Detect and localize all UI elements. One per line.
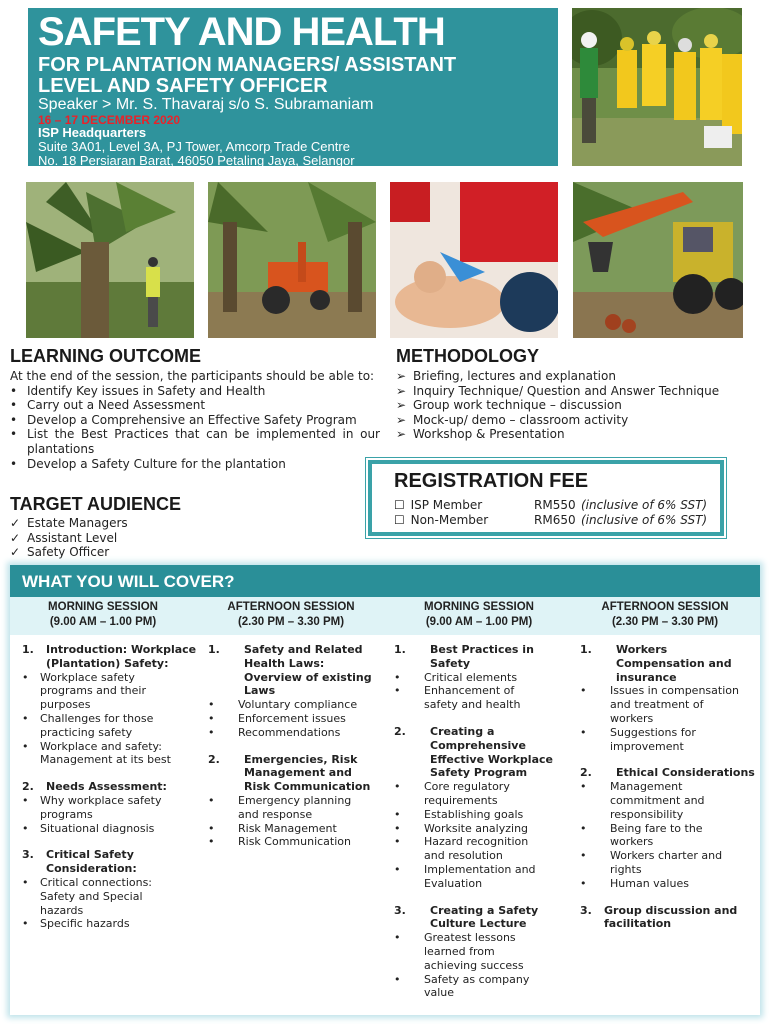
fee-row-member: ☐ ISP Member RM550 (inclusive of 6% SST): [394, 498, 708, 512]
topic-heading: 3. Group discussion and facilitation: [580, 903, 738, 931]
checkbox-icon: ☐: [394, 498, 405, 512]
list-item: • Worksite analyzing: [394, 821, 529, 835]
topic-heading: 2. Creating a Comprehensive Effective Workplace Safety Program: [394, 724, 553, 780]
address-line-1: Suite 3A01, Level 3A, PJ Tower, Amcorp Trade Centre: [38, 139, 350, 154]
arrow-bullet-icon: ➢: [396, 412, 407, 427]
list-item: • Workplace safety programs and their purposes: [22, 670, 147, 712]
topic-heading: 2. Emergencies, Risk Management and Risk Communication: [208, 752, 371, 794]
learning-outcome-list: [10, 384, 380, 472]
list-item: • Emergency planning and response: [208, 793, 352, 821]
list-item: • Specific hazards: [22, 917, 130, 931]
registration-heading: REGISTRATION FEE: [394, 470, 589, 492]
learning-outcome-heading: LEARNING OUTCOME: [10, 346, 201, 366]
cover-column-1: [22, 643, 202, 931]
session-header: MORNING SESSION (9.00 AM – 1.00 PM): [424, 601, 534, 628]
list-item: • Risk Communication: [208, 835, 351, 849]
list-item: • Being fare to the workers: [580, 821, 703, 849]
photo-excavator: [573, 182, 743, 338]
cover-column-2: [208, 643, 388, 849]
list-item: • Hazard recognition and resolution: [394, 835, 529, 863]
speaker: Speaker > Mr. S. Thavaraj s/o S. Subramaniam: [38, 96, 374, 113]
arrow-bullet-icon: ➢: [396, 383, 407, 398]
session-header: AFTERNOON SESSION (2.30 PM – 3.30 PM): [601, 601, 729, 628]
event-date: 16 – 17 DECEMBER 2020: [38, 113, 181, 127]
list-item: • Enhancement of safety and health: [394, 684, 521, 712]
header-banner: [28, 8, 558, 166]
topic-heading: 3. Creating a Safety Culture Lecture: [394, 903, 539, 931]
list-item: ✓ Assistant Level: [10, 530, 118, 545]
cover-column-4: [580, 643, 758, 931]
arrow-bullet-icon: ➢: [396, 398, 407, 413]
session-header-row: [10, 597, 760, 635]
methodology-heading: METHODOLOGY: [396, 346, 539, 366]
cover-heading: WHAT YOU WILL COVER?: [10, 565, 760, 597]
session-header: AFTERNOON SESSION (2.30 PM – 3.30 PM): [227, 601, 355, 628]
list-item: • Develop a Comprehensive an Effective Safety Program: [10, 412, 357, 427]
photo-palm-harvester: [26, 182, 194, 338]
list-item: ➢ Group work technique – discussion: [396, 398, 622, 413]
check-icon: ✓: [10, 545, 21, 560]
list-item: • List the Best Practices that can be implemented in our plantations: [10, 427, 380, 456]
registration-fee-box: [368, 460, 724, 536]
list-item: ➢ Mock-up/ demo – classroom activity: [396, 412, 629, 427]
checkbox-icon: ☐: [394, 513, 405, 527]
topic-heading: 1. Workers Compensation and insurance: [580, 643, 732, 684]
list-item: • Voluntary compliance: [208, 698, 358, 712]
cover-column-3: [394, 643, 572, 1000]
list-item: • Suggestions for improvement: [580, 725, 696, 753]
list-item: • Establishing goals: [394, 807, 524, 821]
topic-heading: 2. Needs Assessment:: [22, 780, 167, 794]
page-title: SAFETY AND HEALTH: [38, 10, 445, 54]
list-item: • Situational diagnosis: [22, 821, 155, 835]
list-item: ✓ Estate Managers: [10, 516, 128, 530]
photo-tractor-plantation: [208, 182, 376, 338]
list-item: • Critical elements: [394, 670, 518, 684]
cover-section: [10, 565, 760, 1015]
target-audience-heading: TARGET AUDIENCE: [10, 494, 181, 514]
methodology-list: [396, 369, 761, 442]
topic-heading: 1. Best Practices in Safety: [394, 643, 534, 670]
topic-heading: 1. Safety and Related Health Laws: Overview of existing Laws: [208, 643, 372, 698]
list-item: ➢ Briefing, lectures and explanation: [396, 369, 616, 383]
fee-row-non-member: ☐ Non-Member RM650 (inclusive of 6% SST): [394, 513, 708, 527]
list-item: • Human values: [580, 876, 689, 890]
check-icon: ✓: [10, 516, 21, 530]
check-icon: ✓: [10, 530, 21, 545]
list-item: ➢ Workshop & Presentation: [396, 427, 565, 442]
list-item: • Workplace and safety: Management at its best: [22, 739, 171, 767]
list-item: • Enforcement issues: [208, 711, 346, 725]
topic-heading: 1. Introduction: Workplace (Plantation) Safety:: [22, 643, 197, 670]
target-audience-list: [10, 516, 360, 560]
arrow-bullet-icon: ➢: [396, 427, 407, 442]
topic-heading: 3. Critical Safety Consideration:: [22, 848, 137, 876]
address-line-2: No. 18 Persiaran Barat, 46050 Petaling Jaya, Selangor: [38, 153, 355, 168]
list-item: • Issues in compensation and treatment of workers: [580, 684, 739, 725]
venue: ISP Headquarters: [38, 125, 147, 140]
list-item: • Recommendations: [208, 725, 341, 739]
list-item: • Carry out a Need Assessment: [10, 398, 206, 413]
list-item: • Develop a Safety Culture for the plantation: [10, 456, 286, 471]
session-header: MORNING SESSION (9.00 AM – 1.00 PM): [48, 601, 158, 628]
list-item: • Critical connections: Safety and Special hazards: [22, 875, 153, 917]
list-item: • Identify Key issues in Safety and Health: [10, 383, 266, 398]
list-item: • Implementation and Evaluation: [394, 862, 536, 890]
list-item: • Greatest lessons learned from achieving success: [394, 931, 524, 972]
list-item: • Safety as company value: [394, 972, 530, 1000]
topic-heading: 2. Ethical Considerations: [580, 766, 755, 780]
subtitle-line-2: LEVEL AND SAFETY OFFICER: [38, 75, 328, 97]
learning-outcome-intro: At the end of the session, the participants should be able to:: [10, 369, 375, 383]
list-item: ➢ Inquiry Technique/ Question and Answer Technique: [396, 383, 720, 398]
list-item: • Core regulatory requirements: [394, 780, 510, 807]
list-item: • Management commitment and responsibility: [580, 780, 705, 821]
photo-cpr-training: [390, 182, 558, 338]
photo-workers-training: [572, 8, 742, 166]
list-item: • Risk Management: [208, 821, 337, 835]
list-item: • Workers charter and rights: [580, 849, 723, 876]
list-item: • Why workplace safety programs: [22, 793, 162, 821]
subtitle-line-1: FOR PLANTATION MANAGERS/ ASSISTANT: [38, 54, 457, 76]
list-item: • Challenges for those practicing safety: [22, 711, 154, 739]
list-item: ✓ Safety Officer: [10, 545, 110, 560]
arrow-bullet-icon: ➢: [396, 369, 407, 383]
